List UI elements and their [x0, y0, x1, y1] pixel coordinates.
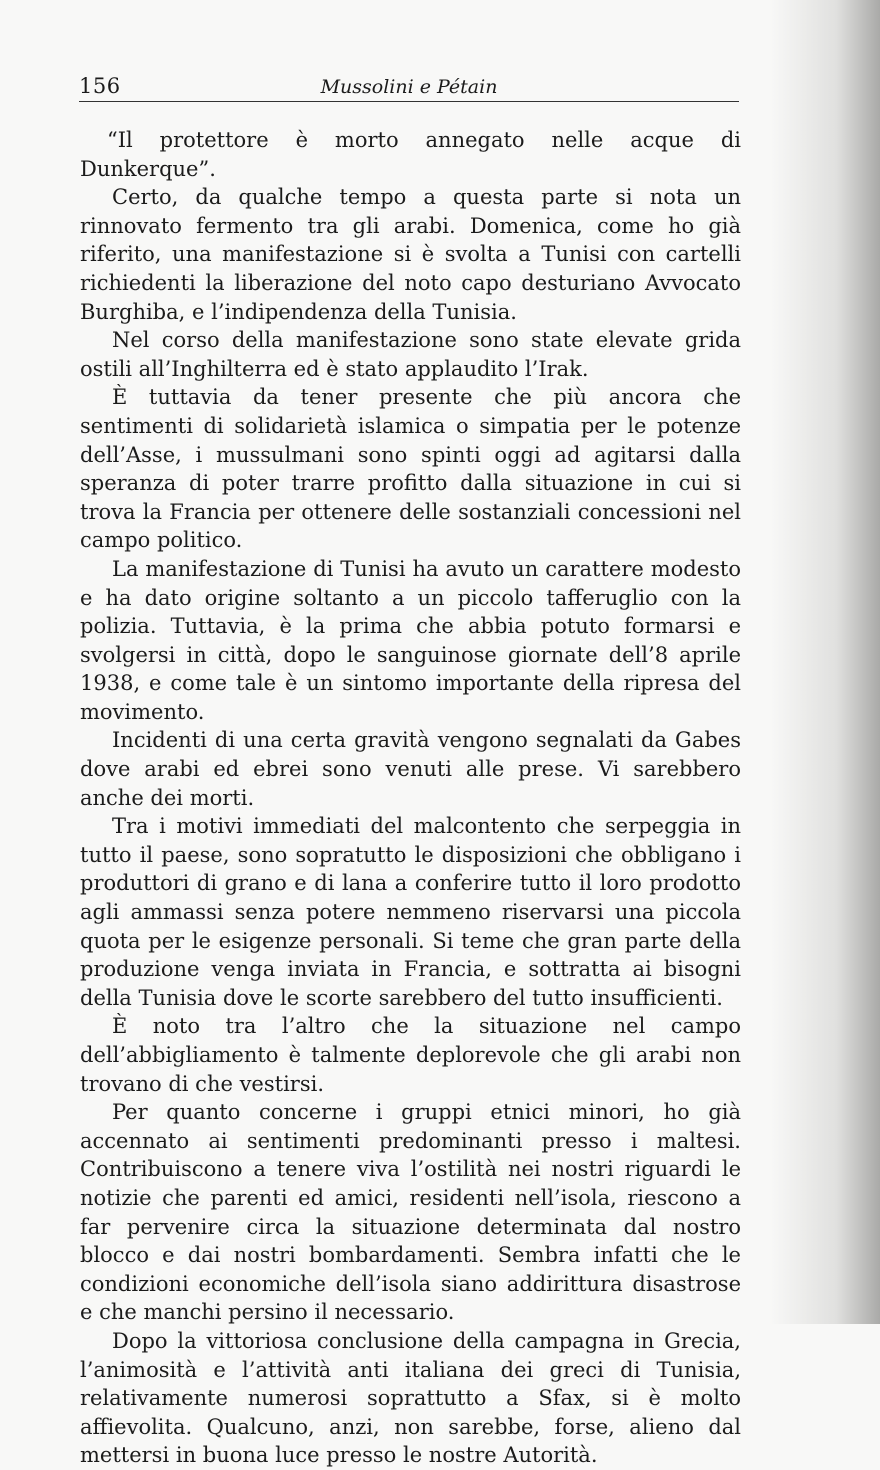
page-edge-shadow — [770, 0, 880, 1324]
paragraph: Tra i motivi immediati del malcontento che serpeggia in tutto il paese, sono sopratutto le disposizioni che obbligano i produttori di grano e di lana a conferire tutto il loro prodotto agli ammassi senza potere nemmeno riservarsi una piccola quota per le esigenze personali. Si teme che gran parte della produzione venga inviata in Francia, e sottratta ai bisogni della Tunisia dove le scorte sarebbero del tutto insufficienti. — [80, 814, 741, 1010]
paragraph: Per quanto concerne i gruppi etnici minori, ho già accennato ai sentimenti predominanti presso i maltesi. Contribuiscono a tenere viva l’ostilità nei nostri riguardi le notizie che parenti ed amici, residenti nell’isola, riescono a far pervenire circa la situazione determinata dal nostro blocco e dai nostri bombardamenti. Sembra infatti che le condizioni economiche dell’isola siano addirittura disastrose e che manchi persino il necessario. — [80, 1100, 741, 1325]
paragraph: Incidenti di una certa gravità vengono segnalati da Gabes dove arabi ed ebrei sono venuti alle prese. Vi sarebbero anche dei morti. — [80, 728, 741, 810]
paragraph: Certo, da qualche tempo a questa parte si nota un rinnovato fermento tra gli arabi. Domenica, come ho già riferito, una manifestazione si è svolta a Tunisi con cartelli richiedenti la liberazione del noto capo desturiano Avvocato Burghiba, e l’indipendenza della Tunisia. — [80, 185, 741, 324]
paragraph: È noto tra l’altro che la situazione nel campo dell’abbigliamento è talmente deplorevole che gli arabi non trovano di che vestirsi. — [80, 1014, 741, 1096]
page-number: 156 — [79, 74, 121, 98]
body-text — [80, 126, 741, 1470]
running-title: Mussolini e Pétain — [320, 76, 498, 98]
paragraph: “Il protettore è morto annegato nelle acque di Dunkerque”. — [80, 128, 741, 181]
header-rule — [79, 101, 739, 102]
paragraph: È tuttavia da tener presente che più ancora che sentimenti di solidarietà islamica o simpatia per le potenze dell’Asse, i mussulmani sono spinti oggi ad agitarsi dalla speranza di poter trarre profitto dalla situazione in cui si trova la Francia per ottenere delle sostanziali concessioni nel campo politico. — [80, 385, 741, 553]
paragraph: Dopo la vittoriosa conclusione della campagna in Grecia, l’animosità e l’attività anti italiana dei greci di Tunisia, relativamente numerosi soprattutto a Sfax, si è molto affievolita. Qualcuno, anzi, non sarebbe, forse, alieno dal mettersi in buona luce presso le nostre Autorità. — [80, 1328, 741, 1468]
page-header — [79, 72, 739, 102]
paragraph: Nel corso della manifestazione sono state elevate grida ostili all’Inghilterra ed è stato applaudito l’Irak. — [80, 328, 741, 381]
paragraph: La manifestazione di Tunisi ha avuto un carattere modesto e ha dato origine soltanto a un piccolo tafferuglio con la polizia. Tuttavia, è la prima che abbia potuto formarsi e svolgersi in città, dopo le sanguinose giornate dell’8 aprile 1938, e come tale è un sintomo importante della ripresa del movimento. — [80, 556, 741, 724]
